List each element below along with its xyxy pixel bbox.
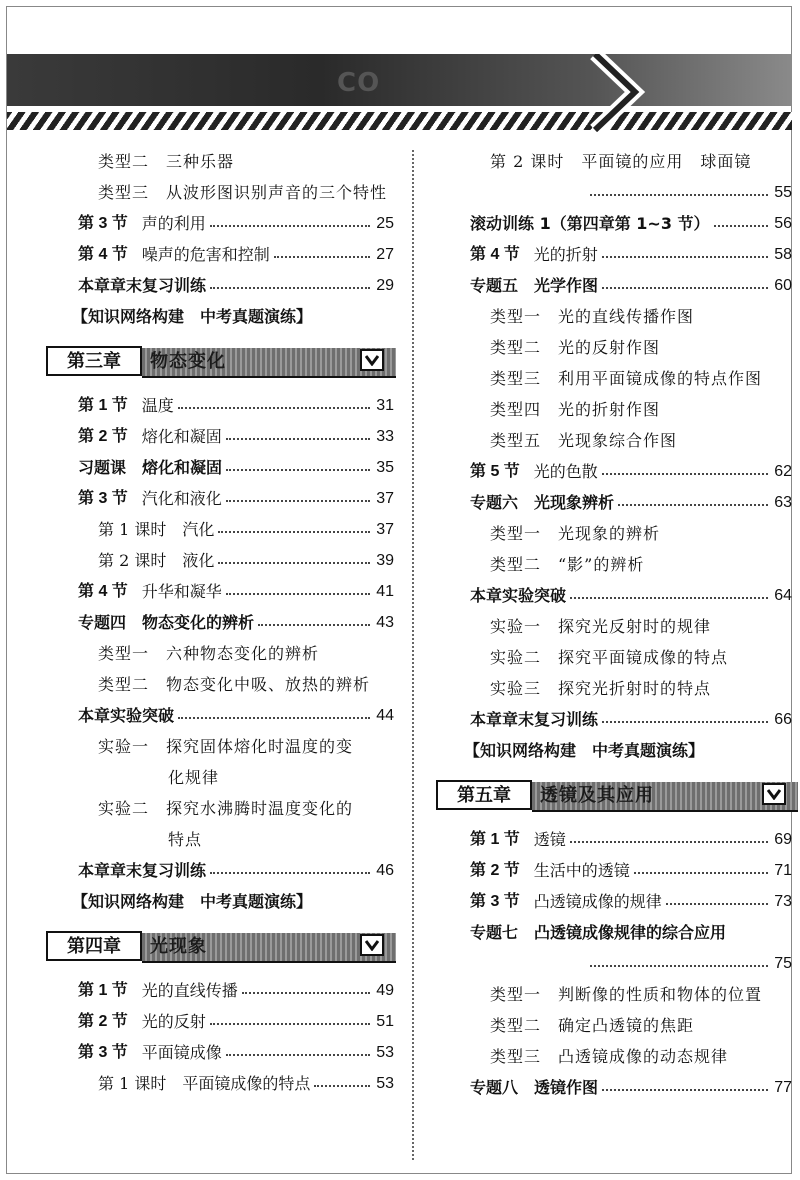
entry-title: 光的色散 xyxy=(533,462,598,481)
review-note xyxy=(464,735,792,766)
entry-title: 平面镜成像 xyxy=(141,1043,222,1062)
toc-subentry[interactable] xyxy=(470,363,792,394)
section-number: 第 3 节 xyxy=(78,1044,128,1061)
toc-entry[interactable] xyxy=(78,421,394,452)
chevron-down-icon[interactable] xyxy=(762,783,786,805)
entry-title: 第 2 课时 液化 xyxy=(98,551,215,570)
page-number: 43 xyxy=(376,614,394,631)
entry-title: 类型三 利用平面镜成像的特点作图 xyxy=(490,369,763,388)
toc-entry[interactable] xyxy=(470,886,792,917)
toc-subentry[interactable] xyxy=(78,669,394,700)
dot-leader xyxy=(634,872,768,874)
toc-subentry[interactable] xyxy=(78,177,394,208)
page-number: 35 xyxy=(376,459,394,476)
toc-entry[interactable] xyxy=(78,390,394,421)
page-number: 39 xyxy=(376,552,394,569)
dot-leader xyxy=(226,1054,370,1056)
toc-entry[interactable] xyxy=(470,855,792,886)
page-number: 31 xyxy=(376,397,394,414)
toc-entry[interactable] xyxy=(78,700,394,731)
section-number: 第 2 节 xyxy=(78,428,128,445)
dot-leader xyxy=(714,225,768,227)
toc-entry[interactable] xyxy=(78,975,394,1006)
toc-subentry[interactable] xyxy=(78,638,394,669)
entry-title: 习题课 熔化和凝固 xyxy=(78,458,223,477)
entry-title: 类型三 从波形图识别声音的三个特性 xyxy=(98,183,388,202)
toc-entry[interactable] xyxy=(470,580,792,611)
section-number: 第 4 节 xyxy=(78,246,128,263)
entry-title: 实验二 探究平面镜成像的特点 xyxy=(490,648,729,667)
page-number: 60 xyxy=(774,277,792,294)
toc-entry[interactable] xyxy=(78,208,394,239)
chevron-down-icon[interactable] xyxy=(360,934,384,956)
entry-title: 实验三 探究光折射时的特点 xyxy=(490,679,712,698)
page-number: 27 xyxy=(376,246,394,263)
dot-leader xyxy=(590,965,768,967)
toc-left-column xyxy=(67,146,394,1099)
toc-entry[interactable] xyxy=(78,239,394,270)
page-number: 46 xyxy=(376,862,394,879)
chapter-title: 光现象 xyxy=(150,936,207,957)
chapter-title: 物态变化 xyxy=(150,351,226,372)
toc-entry-continuation[interactable] xyxy=(470,948,792,979)
toc-subentry-continuation xyxy=(78,824,394,855)
toc-entry[interactable] xyxy=(78,607,394,638)
entry-title: 噪声的危害和控制 xyxy=(141,245,270,264)
toc-subentry[interactable] xyxy=(470,1041,792,1072)
entry-title: 本章章末复习训练 xyxy=(78,861,207,880)
toc-subentry[interactable] xyxy=(470,673,792,704)
toc-subentry[interactable] xyxy=(470,425,792,456)
dot-leader xyxy=(210,872,370,874)
chapter-label: 第五章 xyxy=(436,780,532,810)
entry-title: 第 1 课时 汽化 xyxy=(98,520,215,539)
dot-leader xyxy=(602,1089,768,1091)
entry-title: 本章章末复习训练 xyxy=(470,710,599,729)
toc-subentry[interactable] xyxy=(470,1010,792,1041)
entry-title: 光的反射 xyxy=(141,1012,206,1031)
dot-leader xyxy=(570,841,768,843)
dot-leader xyxy=(218,562,370,564)
toc-entry[interactable] xyxy=(78,545,394,576)
entry-title: 本章章末复习训练 xyxy=(78,276,207,295)
page-number: 71 xyxy=(774,862,792,879)
dot-leader xyxy=(666,903,768,905)
entry-title: 类型四 光的折射作图 xyxy=(490,400,661,419)
toc-subentry[interactable] xyxy=(470,146,792,177)
entry-title: 特点 xyxy=(168,830,203,849)
page-number: 53 xyxy=(376,1044,394,1061)
dot-leader xyxy=(226,593,370,595)
chapter-title: 透镜及其应用 xyxy=(540,785,654,806)
dot-leader xyxy=(210,225,370,227)
entry-title: 类型二 光的反射作图 xyxy=(490,338,661,357)
entry-title: 实验二 探究水沸腾时温度变化的 xyxy=(98,799,354,818)
banner-dark-band xyxy=(7,54,792,106)
section-number: 第 1 节 xyxy=(470,831,520,848)
entry-title: 类型二 “影”的辨析 xyxy=(490,555,645,574)
toc-subentry[interactable] xyxy=(78,146,394,177)
toc-entry[interactable] xyxy=(470,239,792,270)
toc-entry[interactable] xyxy=(470,1072,792,1103)
page-number: 63 xyxy=(774,494,792,511)
entry-title: 类型五 光现象综合作图 xyxy=(490,431,678,450)
page-number: 25 xyxy=(376,215,394,232)
banner-text: CO xyxy=(337,68,381,98)
page-number: 73 xyxy=(774,893,792,910)
chevron-down-icon[interactable] xyxy=(360,349,384,371)
entry-title: 声的利用 xyxy=(141,214,206,233)
toc-subentry[interactable] xyxy=(470,332,792,363)
dot-leader xyxy=(602,473,768,475)
section-number: 第 1 节 xyxy=(78,982,128,999)
toc-entry[interactable] xyxy=(78,576,394,607)
toc-subentry[interactable] xyxy=(470,979,792,1010)
section-number: 第 3 节 xyxy=(470,893,520,910)
section-number: 第 3 节 xyxy=(78,215,128,232)
dot-leader xyxy=(178,407,370,409)
toc-subentry[interactable] xyxy=(470,611,792,642)
toc-entry[interactable] xyxy=(78,1037,394,1068)
section-number: 第 2 节 xyxy=(78,1013,128,1030)
entry-title: 本章实验突破 xyxy=(78,706,175,725)
dot-leader xyxy=(274,256,370,258)
dot-leader xyxy=(602,287,768,289)
toc-entry[interactable] xyxy=(78,514,394,545)
page-number: 29 xyxy=(376,277,394,294)
dot-leader xyxy=(258,624,370,626)
toc-entry[interactable] xyxy=(78,452,394,483)
page-number: 49 xyxy=(376,982,394,999)
note-text: 【知识网络构建 中考真题演练】 xyxy=(72,892,313,911)
entry-title: 专题八 透镜作图 xyxy=(470,1078,599,1097)
page-number: 33 xyxy=(376,428,394,445)
page-number: 37 xyxy=(376,490,394,507)
page-number: 51 xyxy=(376,1013,394,1030)
chevron-right-icon xyxy=(587,54,647,132)
entry-title: 专题五 光学作图 xyxy=(470,276,599,295)
entry-title: 类型二 确定凸透镜的焦距 xyxy=(490,1016,695,1035)
entry-title: 升华和凝华 xyxy=(141,582,222,601)
entry-title: 类型一 光的直线传播作图 xyxy=(490,307,695,326)
dot-leader xyxy=(226,469,370,471)
dot-leader xyxy=(570,597,768,599)
toc-entry[interactable] xyxy=(470,270,792,301)
entry-title: 第 2 课时 平面镜的应用 球面镜 xyxy=(490,152,752,171)
page-number: 41 xyxy=(376,583,394,600)
page-number: 58 xyxy=(774,246,792,263)
page-number: 69 xyxy=(774,831,792,848)
toc-subentry[interactable] xyxy=(470,301,792,332)
page-number: 37 xyxy=(376,521,394,538)
toc-entry[interactable] xyxy=(78,483,394,514)
page-number: 56 xyxy=(774,215,792,232)
page-number: 55 xyxy=(774,184,792,201)
dot-leader xyxy=(590,194,768,196)
header-banner xyxy=(7,54,792,132)
chapter-header[interactable] xyxy=(46,346,396,380)
toc-subentry[interactable] xyxy=(78,793,394,824)
entry-title: 汽化和液化 xyxy=(141,489,222,508)
dot-leader xyxy=(218,531,370,533)
entry-title: 类型一 六种物态变化的辨析 xyxy=(98,644,320,663)
entry-title: 滚动训练 1（第四章第 1~3 节） xyxy=(470,214,710,233)
toc-subentry-continuation xyxy=(78,762,394,793)
chapter-header[interactable] xyxy=(46,931,396,965)
toc-entry[interactable] xyxy=(470,704,792,735)
entry-title: 透镜 xyxy=(533,830,566,849)
section-number: 第 5 节 xyxy=(470,463,520,480)
entry-title: 光的直线传播 xyxy=(141,981,238,1000)
review-note xyxy=(72,301,394,332)
entry-title: 类型三 凸透镜成像的动态规律 xyxy=(490,1047,729,1066)
dot-leader xyxy=(602,256,768,258)
dot-leader xyxy=(210,1023,370,1025)
toc-entry[interactable] xyxy=(470,917,792,948)
dot-leader xyxy=(314,1085,370,1087)
chapter-header[interactable] xyxy=(436,780,798,814)
entry-title: 第 1 课时 平面镜成像的特点 xyxy=(98,1074,311,1093)
entry-title: 类型二 物态变化中吸、放热的辨析 xyxy=(98,675,371,694)
toc-right-column xyxy=(457,146,792,1103)
toc-entry[interactable] xyxy=(470,824,792,855)
page-number: 77 xyxy=(774,1079,792,1096)
note-text: 【知识网络构建 中考真题演练】 xyxy=(72,307,313,326)
entry-title: 本章实验突破 xyxy=(470,586,567,605)
entry-title: 类型一 判断像的性质和物体的位置 xyxy=(490,985,763,1004)
section-number: 第 4 节 xyxy=(78,583,128,600)
chapter-label: 第三章 xyxy=(46,346,142,376)
toc-entry[interactable] xyxy=(78,855,394,886)
page-number: 62 xyxy=(774,463,792,480)
entry-title: 光的折射 xyxy=(533,245,598,264)
toc-entry[interactable] xyxy=(470,208,792,239)
column-divider xyxy=(412,150,414,1160)
toc-entry[interactable] xyxy=(470,487,792,518)
toc-subentry[interactable] xyxy=(78,731,394,762)
entry-title: 熔化和凝固 xyxy=(141,427,222,446)
chapter-label: 第四章 xyxy=(46,931,142,961)
page-number: 64 xyxy=(774,587,792,604)
toc-entry[interactable] xyxy=(78,1068,394,1099)
toc-entry[interactable] xyxy=(78,1006,394,1037)
toc-entry[interactable] xyxy=(470,456,792,487)
entry-title: 实验一 探究固体熔化时温度的变 xyxy=(98,737,354,756)
entry-title: 专题六 光现象辨析 xyxy=(470,493,615,512)
toc-subentry[interactable] xyxy=(470,549,792,580)
toc-entry-continuation[interactable] xyxy=(470,177,792,208)
section-number: 第 1 节 xyxy=(78,397,128,414)
dot-leader xyxy=(602,721,768,723)
toc-subentry[interactable] xyxy=(470,642,792,673)
dot-leader xyxy=(242,992,370,994)
page-number: 53 xyxy=(376,1075,394,1092)
entry-title: 实验一 探究光反射时的规律 xyxy=(490,617,712,636)
entry-title: 凸透镜成像的规律 xyxy=(533,892,662,911)
toc-entry[interactable] xyxy=(78,270,394,301)
entry-title: 类型二 三种乐器 xyxy=(98,152,235,171)
dot-leader xyxy=(226,500,370,502)
section-number: 第 4 节 xyxy=(470,246,520,263)
section-number: 第 3 节 xyxy=(78,490,128,507)
page-number: 75 xyxy=(774,955,792,972)
dot-leader xyxy=(618,504,768,506)
dot-leader xyxy=(210,287,370,289)
entry-title: 专题四 物态变化的辨析 xyxy=(78,613,255,632)
dot-leader xyxy=(226,438,370,440)
entry-title: 类型一 光现象的辨析 xyxy=(490,524,661,543)
entry-title: 化规律 xyxy=(168,768,220,787)
note-text: 【知识网络构建 中考真题演练】 xyxy=(464,741,705,760)
page-number: 44 xyxy=(376,707,394,724)
entry-title: 专题七 凸透镜成像规律的综合应用 xyxy=(470,923,727,942)
review-note xyxy=(72,886,394,917)
banner-stripes xyxy=(7,112,792,130)
entry-title: 温度 xyxy=(141,396,174,415)
section-number: 第 2 节 xyxy=(470,862,520,879)
toc-subentry[interactable] xyxy=(470,518,792,549)
toc-subentry[interactable] xyxy=(470,394,792,425)
entry-title: 生活中的透镜 xyxy=(533,861,630,880)
page-number: 66 xyxy=(774,711,792,728)
dot-leader xyxy=(178,717,370,719)
